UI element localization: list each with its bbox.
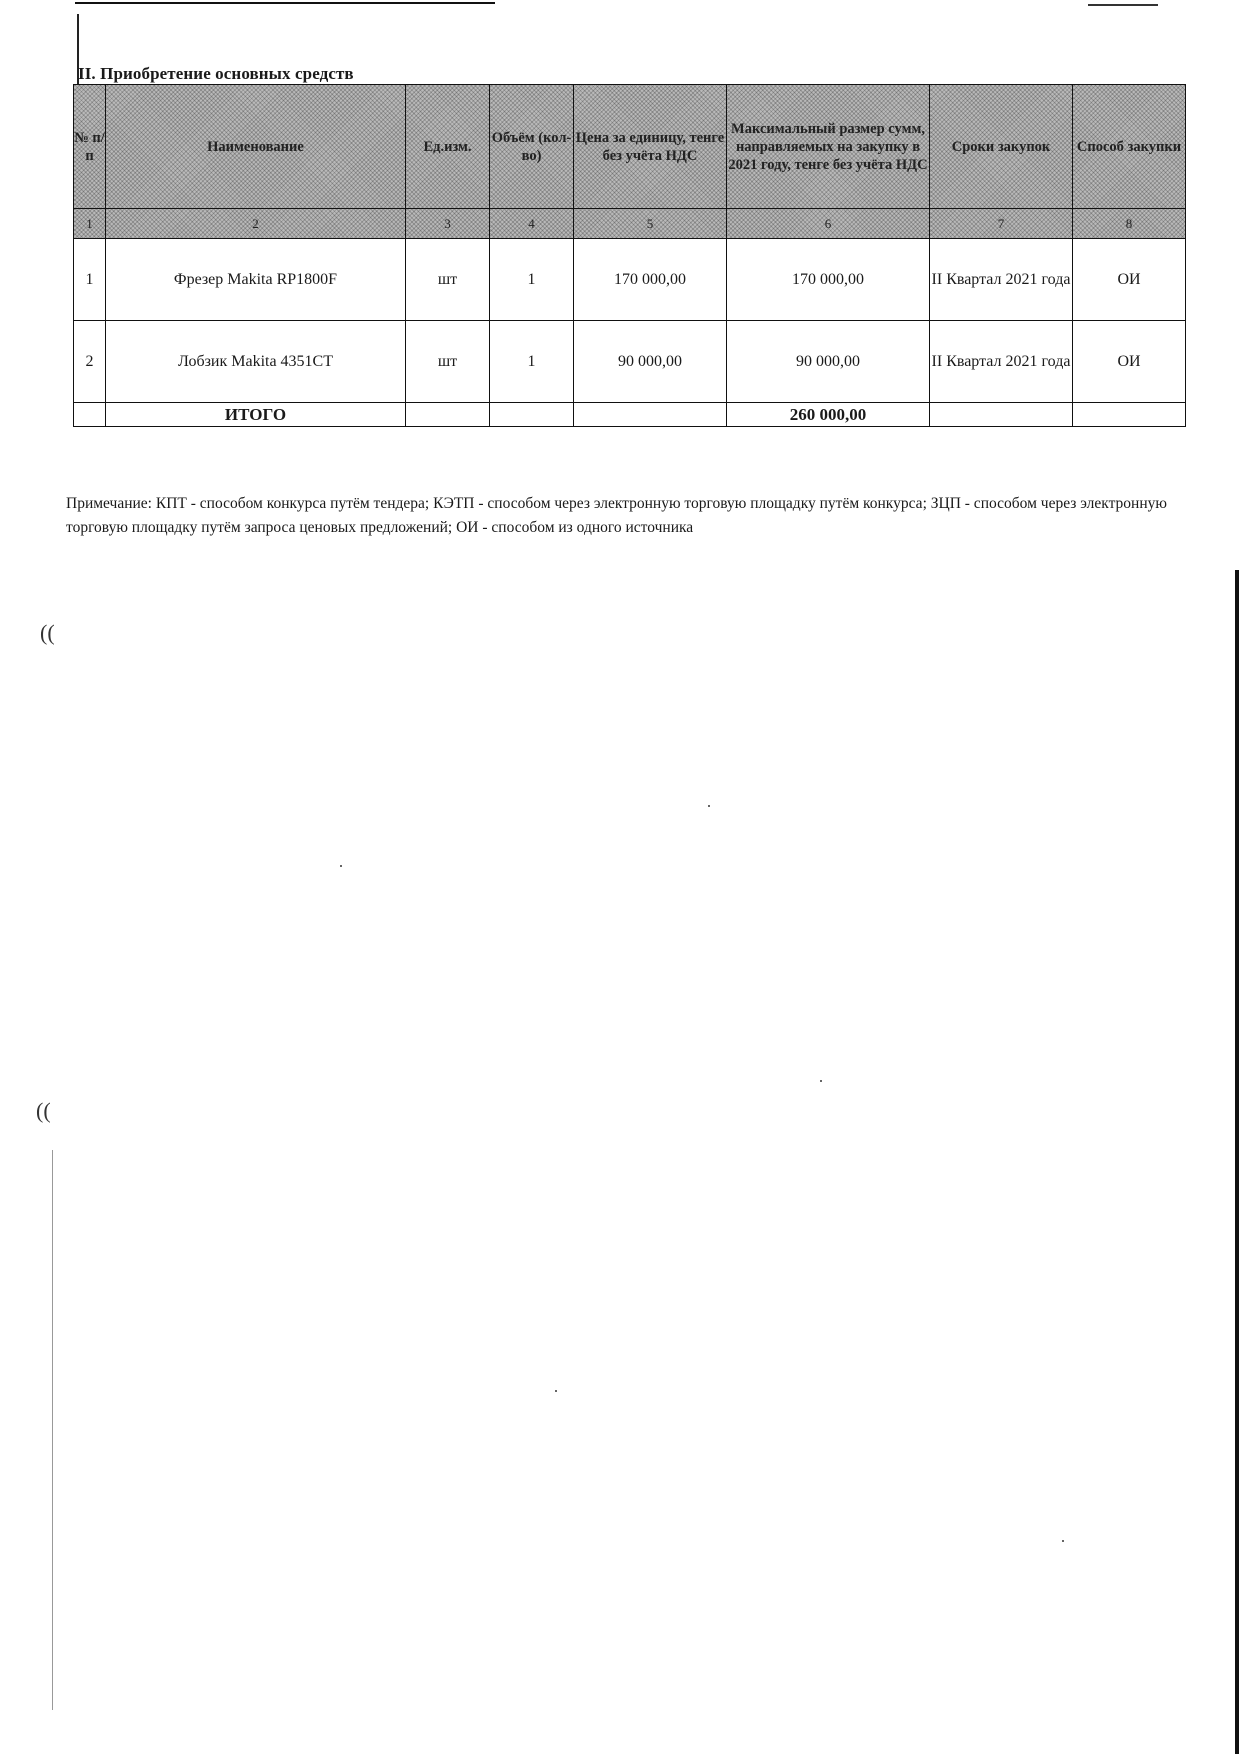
item-term: II Квартал 2021 года: [930, 321, 1073, 403]
item-quantity: 1: [490, 321, 574, 403]
column-number: 3: [406, 209, 490, 239]
total-empty-cell: [1073, 403, 1186, 427]
table-total-row: [74, 403, 1186, 427]
header-cell-method: Способ закупки: [1073, 85, 1186, 209]
total-empty-cell: [930, 403, 1073, 427]
header-cell-quantity: Объём (кол-во): [490, 85, 574, 209]
scan-artifact-edge: [1235, 570, 1239, 1754]
header-cell-unit: Ед.изм.: [406, 85, 490, 209]
scan-artifact-line: [1088, 4, 1158, 6]
procurement-table: [73, 84, 1186, 427]
scan-artifact-mark: ((: [40, 620, 55, 645]
scan-artifact-line: [75, 2, 495, 4]
header-cell-number: № п/п: [74, 85, 106, 209]
section-title: II. Приобретение основных средств: [78, 64, 354, 83]
item-term: II Квартал 2021 года: [930, 239, 1073, 321]
table-row: [74, 239, 1186, 321]
item-max-sum: 90 000,00: [727, 321, 930, 403]
header-cell-max-sum: Максимальный размер сумм, направляемых на закупку в 2021 году, тенге без учёта НДС: [727, 85, 930, 209]
scan-artifact-mark: ((: [36, 1098, 51, 1123]
total-value: 260 000,00: [727, 403, 930, 427]
scan-speck: [340, 865, 342, 867]
header-cell-term: Сроки закупок: [930, 85, 1073, 209]
item-unit-price: 170 000,00: [574, 239, 727, 321]
header-cell-unit-price: Цена за единицу, тенге без учёта НДС: [574, 85, 727, 209]
column-number: 1: [74, 209, 106, 239]
item-name: Фрезер Makita RP1800F: [106, 239, 406, 321]
column-number: 8: [1073, 209, 1186, 239]
item-method: ОИ: [1073, 321, 1186, 403]
column-number: 7: [930, 209, 1073, 239]
table-header-row: [74, 85, 1186, 209]
footnote: Примечание: КПТ - способом конкурса путём тендера; КЭТП - способом через электронную торговую площадку путём конкурса; ЗЦП - способом через электронную торговую площадку путём запроса ценовых предложений; ОИ - способом из одного источника: [66, 495, 1167, 536]
item-unit-price: 90 000,00: [574, 321, 727, 403]
column-number: 6: [727, 209, 930, 239]
total-label: ИТОГО: [106, 403, 406, 427]
column-number: 5: [574, 209, 727, 239]
header-cell-name: Наименование: [106, 85, 406, 209]
item-unit: шт: [406, 239, 490, 321]
total-empty-cell: [574, 403, 727, 427]
scan-speck: [555, 1390, 557, 1392]
column-number-row: [74, 209, 1186, 239]
row-number: 2: [74, 321, 106, 403]
scan-speck: [820, 1080, 822, 1082]
item-max-sum: 170 000,00: [727, 239, 930, 321]
item-quantity: 1: [490, 239, 574, 321]
item-unit: шт: [406, 321, 490, 403]
total-empty-cell: [406, 403, 490, 427]
scan-artifact-edge: [52, 1150, 53, 1710]
column-number: 2: [106, 209, 406, 239]
scan-speck: [1062, 1540, 1064, 1542]
total-empty-cell: [490, 403, 574, 427]
column-number: 4: [490, 209, 574, 239]
item-name: Лобзик Makita 4351CT: [106, 321, 406, 403]
row-number: 1: [74, 239, 106, 321]
scan-speck: [708, 805, 710, 807]
table-row: [74, 321, 1186, 403]
total-empty-cell: [74, 403, 106, 427]
item-method: ОИ: [1073, 239, 1186, 321]
